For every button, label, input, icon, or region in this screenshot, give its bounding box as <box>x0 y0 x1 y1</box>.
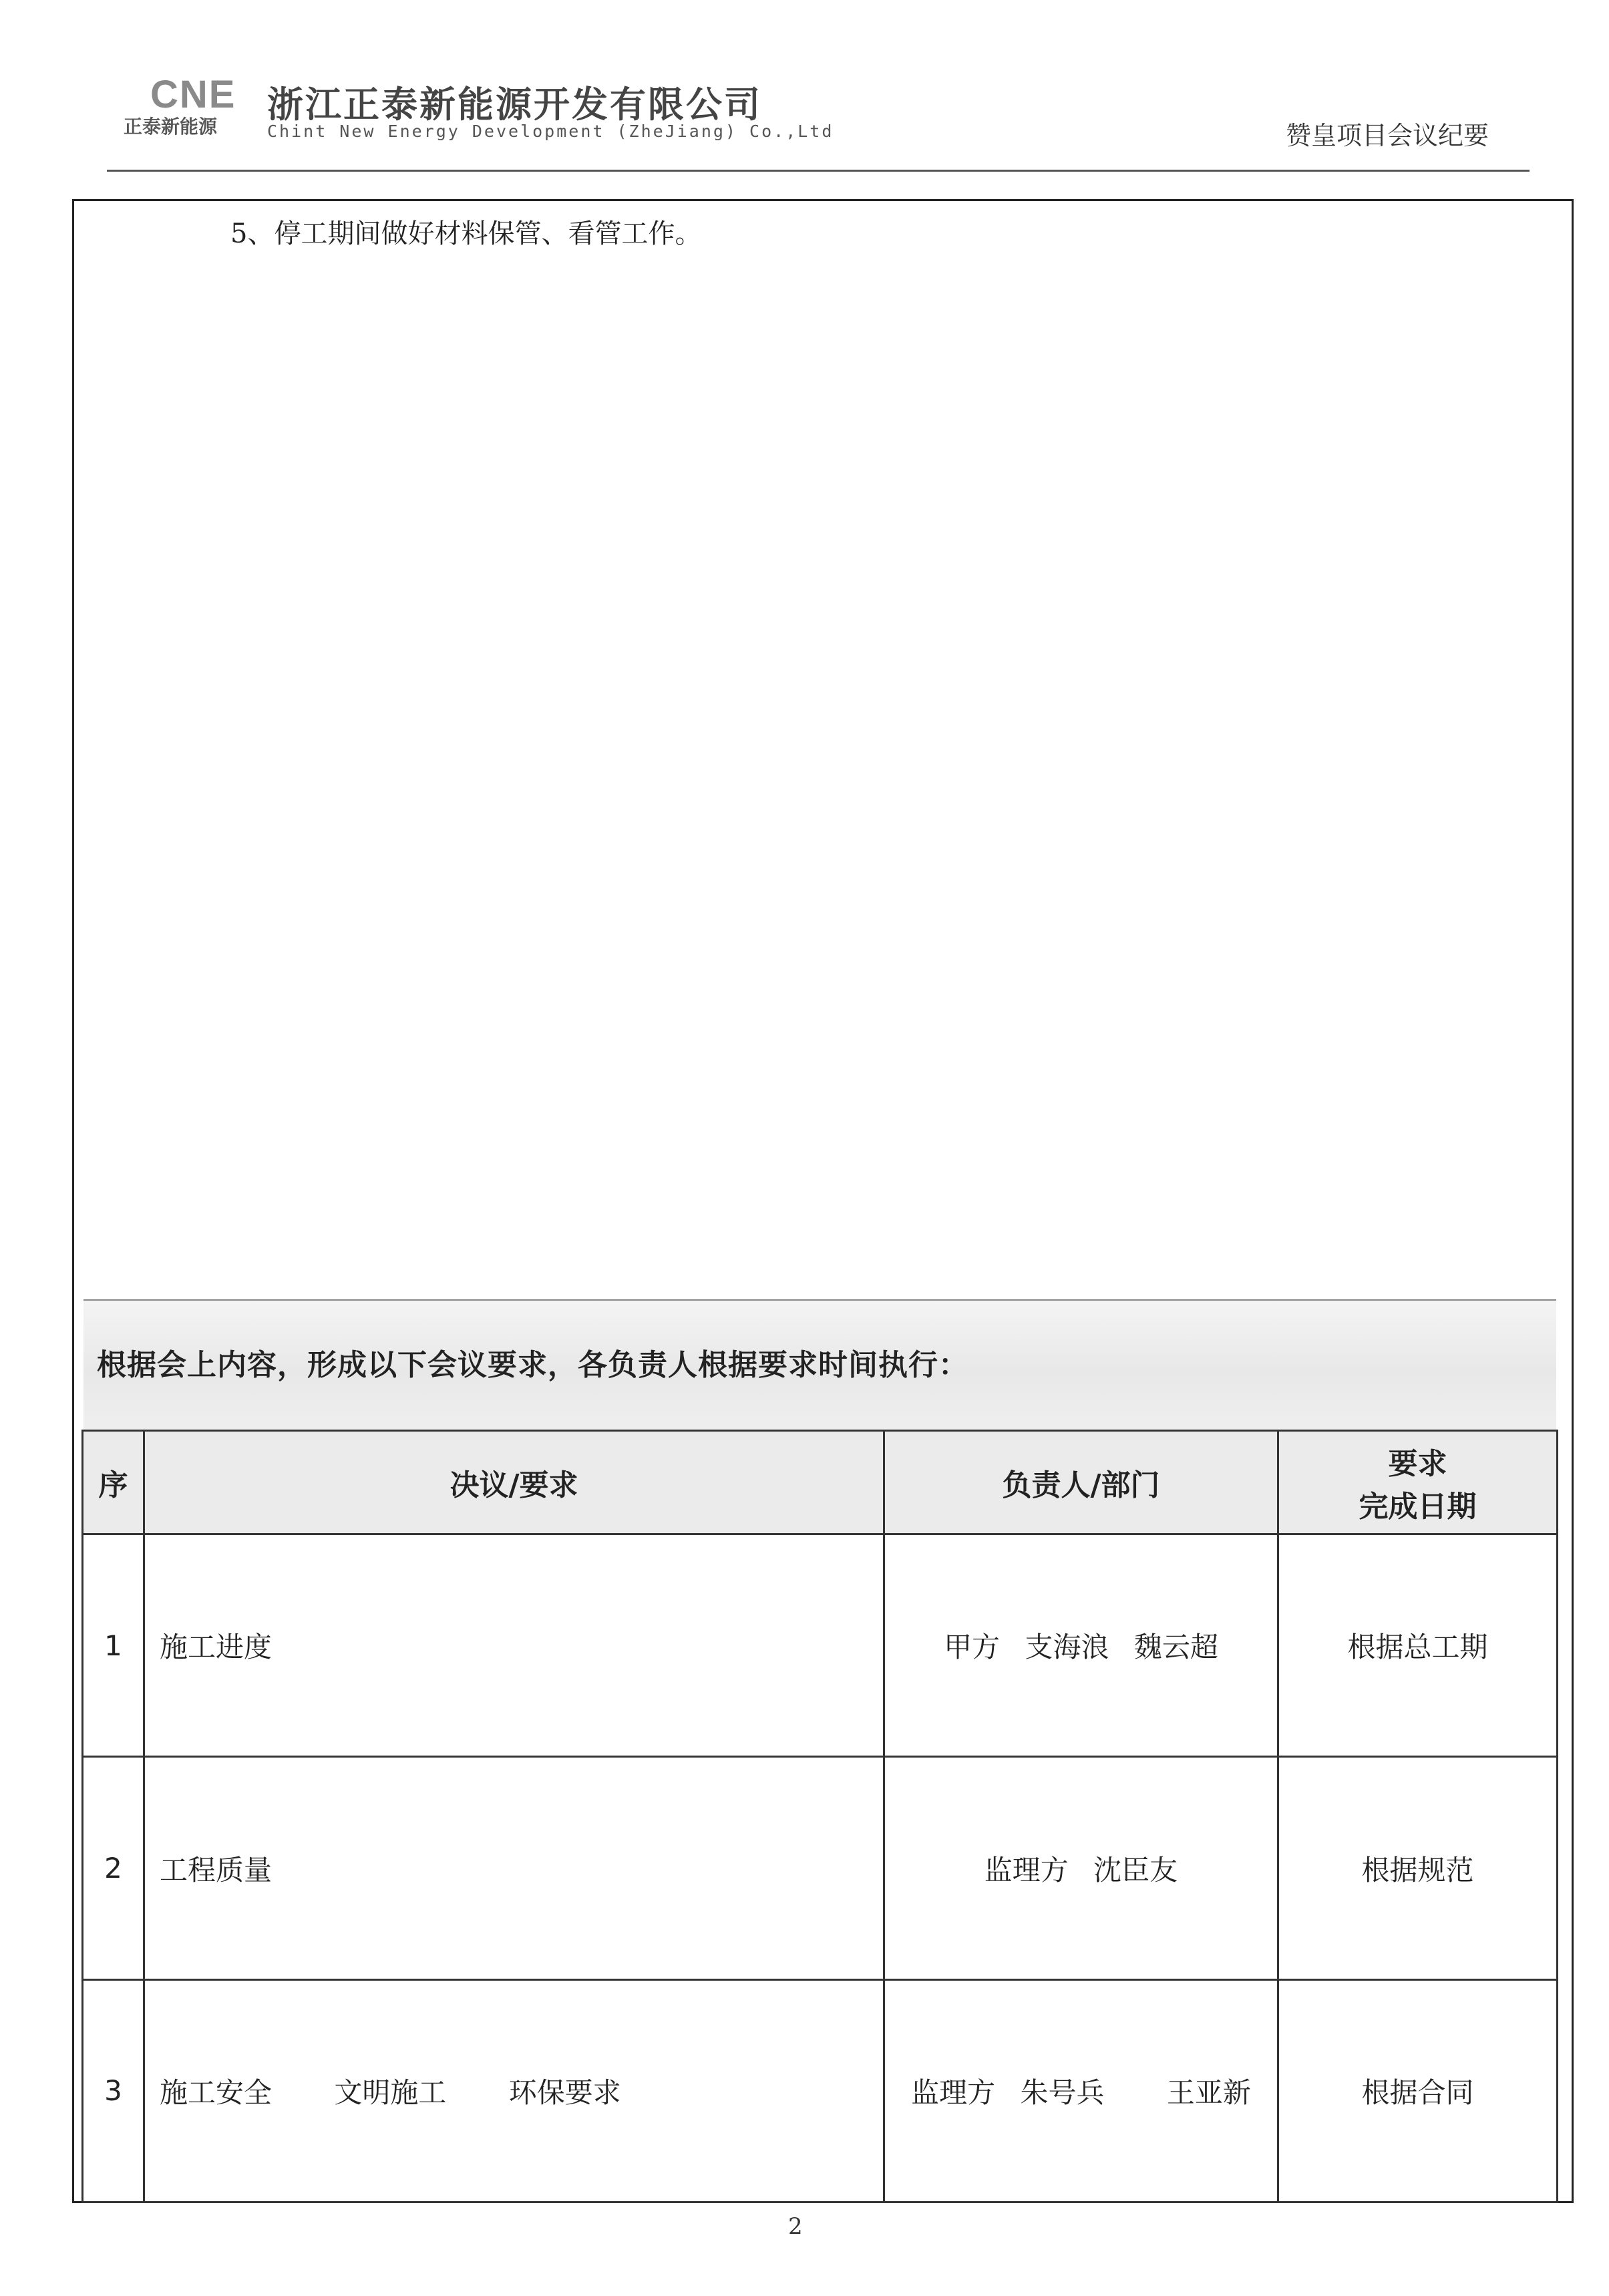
header-item: 决议/要求 <box>144 1431 884 1534</box>
row-owner <box>884 1979 1278 2202</box>
table-row <box>83 1979 1558 2202</box>
header-date-line1: 要求 <box>1388 1447 1447 1482</box>
row-item <box>144 1534 884 1757</box>
row-item <box>144 1757 884 1979</box>
resolution-intro-text: 根据会上内容，形成以下会议要求，各负责人根据要求时间执行： <box>97 1348 968 1382</box>
table-row <box>83 1534 1558 1757</box>
owner-person: 支海浪 <box>1025 1631 1109 1664</box>
header-date <box>1278 1431 1558 1534</box>
owner-person: 王亚新 <box>1166 2076 1251 2109</box>
row-date: 根据合同 <box>1278 1979 1558 2202</box>
header-seq: 序 <box>83 1431 144 1534</box>
row-seq: 2 <box>83 1757 144 1979</box>
owner-person: 沈臣友 <box>1093 1853 1178 1887</box>
row-date: 根据总工期 <box>1278 1534 1558 1757</box>
owner-person: 朱号兵 <box>1020 2076 1105 2109</box>
row-item-text: 环保要求 <box>508 2076 621 2109</box>
owner-dept: 监理方 <box>984 1853 1069 1887</box>
owner-person: 魏云超 <box>1133 1631 1218 1664</box>
row-seq: 3 <box>83 1979 144 2202</box>
company-name-en: Chint New Energy Development (ZheJiang) Co.,Ltd <box>267 122 834 141</box>
logo-mark: CNE <box>150 73 236 116</box>
company-name-cn: 浙江正泰新能源开发有限公司 <box>267 84 762 126</box>
header-owner: 负责人/部门 <box>884 1431 1278 1534</box>
row-seq: 1 <box>83 1534 144 1757</box>
row-item-text: 工程质量 <box>160 1853 273 1887</box>
logo-brand-cn: 正泰新能源 <box>124 116 218 138</box>
resolution-table <box>81 1430 1558 2203</box>
row-owner <box>884 1757 1278 1979</box>
row-date: 根据规范 <box>1278 1757 1558 1979</box>
table-row <box>83 1757 1558 1979</box>
document-title: 赞皇项目会议纪要 <box>1286 121 1489 150</box>
row-item-text: 文明施工 <box>334 2076 447 2109</box>
header-date-line2: 完成日期 <box>1359 1490 1477 1524</box>
row-owner <box>884 1534 1278 1757</box>
owner-dept: 监理方 <box>911 2076 996 2109</box>
row-item <box>144 1979 884 2202</box>
header-divider <box>107 170 1530 172</box>
company-logo <box>124 72 858 146</box>
resolution-intro-band <box>83 1299 1556 1432</box>
table-header-row <box>83 1431 1558 1534</box>
owner-dept: 甲方 <box>944 1631 1001 1664</box>
row-item-text: 施工安全 <box>160 2076 273 2109</box>
meeting-item-5: 5、停工期间做好材料保管、看管工作。 <box>230 218 702 249</box>
row-item-text: 施工进度 <box>160 1631 273 1664</box>
page-number: 2 <box>788 2213 803 2240</box>
